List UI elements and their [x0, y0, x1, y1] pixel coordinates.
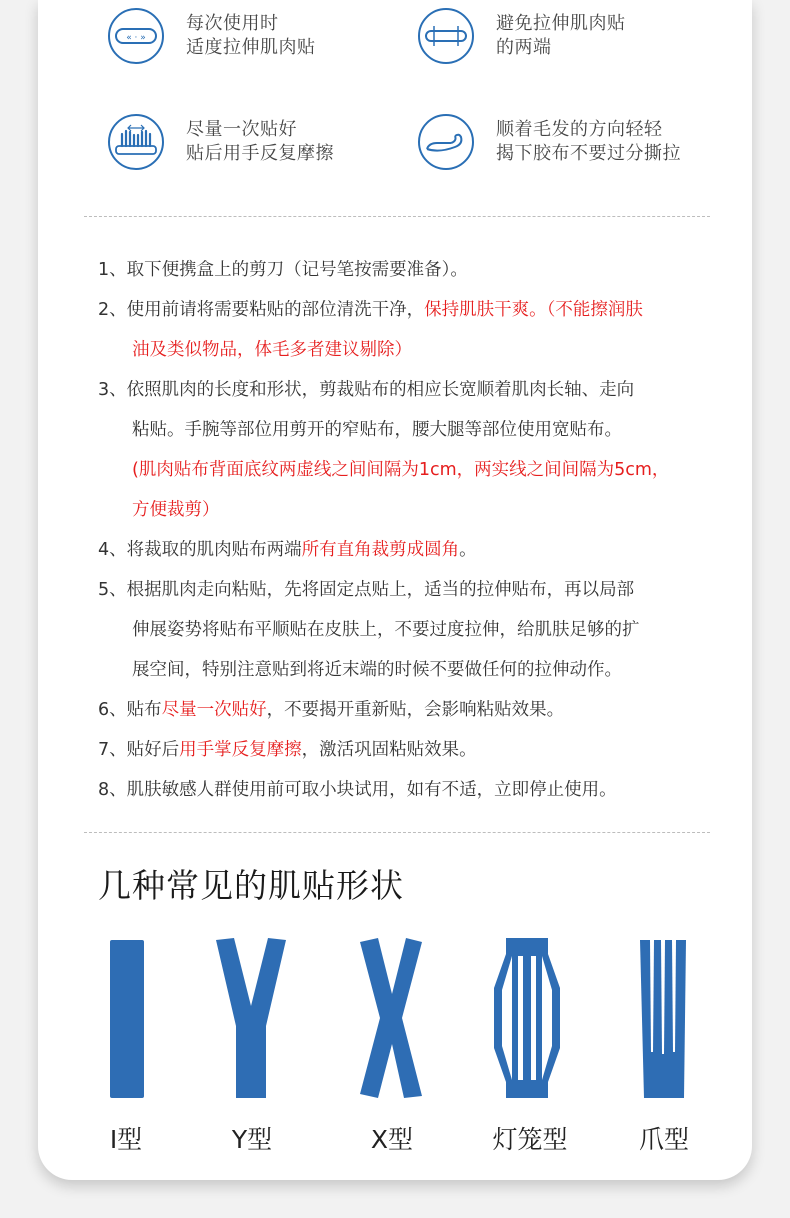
tip-line: 每次使用时	[186, 13, 279, 34]
step-2-cont: 油及类似物品，体毛多者建议剔除）	[132, 340, 412, 360]
step-2	[98, 290, 738, 330]
tip-ends	[418, 8, 626, 64]
step-text: 4、将裁取的肌肉贴布两端	[98, 540, 302, 560]
tape-ends-icon	[418, 8, 474, 64]
tip-line: 揭下胶布不要过分撕拉	[496, 143, 681, 164]
step-5: 5、根据肌肉走向粘贴，先将固定点贴上，适当的拉伸贴布，再以局部	[98, 580, 635, 600]
dashed-divider	[84, 216, 710, 217]
peel-tape-icon	[418, 114, 474, 170]
x-shape-tape	[358, 936, 426, 1100]
tip-stretch	[108, 8, 316, 64]
step-3-note: (肌肉贴布背面底纹两虚线之间间隔为1cm，两实线之间间隔为5cm，	[132, 460, 670, 480]
tip-line: 的两端	[496, 37, 552, 58]
tip-line: 避免拉伸肌肉贴	[496, 13, 626, 34]
i-shape-tape	[108, 936, 144, 1100]
step-3: 3、依照肌肉的长度和形状，剪裁贴布的相应长宽顺着肌肉长轴、走向	[98, 380, 635, 400]
shape-label-i: I型	[109, 1125, 143, 1154]
step-highlight: 用手掌反复摩擦	[179, 740, 302, 760]
step-7	[98, 730, 738, 770]
step-highlight: 所有直角裁剪成圆角	[301, 540, 460, 560]
step-8: 8、肌肤敏感人群使用前可取小块试用，如有不适，立即停止使用。	[98, 780, 617, 800]
step-text: 。	[459, 540, 477, 560]
shapes-title: 几种常见的肌贴形状	[98, 866, 404, 905]
step-4	[98, 530, 738, 570]
shape-label-lantern: 灯笼型	[492, 1125, 568, 1154]
step-5-cont: 展空间，特别注意贴到将近末端的时候不要做任何的拉伸动作。	[132, 660, 622, 680]
tip-line: 贴后用手反复摩擦	[186, 143, 334, 164]
tip-line: 适度拉伸肌肉贴	[186, 37, 316, 58]
step-text: 6、贴布	[98, 700, 162, 720]
tip-line: 尽量一次贴好	[186, 119, 297, 140]
instruction-steps	[98, 250, 738, 810]
step-1: 1、取下便携盒上的剪刀（记号笔按需要准备）。	[98, 260, 468, 280]
lantern-shape-tape	[492, 936, 564, 1100]
step-text: 2、使用前请将需要粘贴的部位清洗干净，	[98, 300, 425, 320]
y-shape-tape	[214, 936, 290, 1100]
step-6	[98, 690, 738, 730]
shape-label-y: Y型	[231, 1125, 273, 1154]
step-3-cont: 粘贴。手腕等部位用剪开的窄贴布，腰大腿等部位使用宽贴布。	[132, 420, 622, 440]
step-5-cont: 伸展姿势将贴布平顺贴在皮肤上，不要过度拉伸，给肌肤足够的扩	[132, 620, 640, 640]
tip-line: 顺着毛发的方向轻轻	[496, 119, 663, 140]
dashed-divider	[84, 832, 710, 833]
step-highlight: 保持肌肤干爽。（不能擦润肤	[424, 300, 643, 320]
shape-label-claw: 爪型	[638, 1125, 689, 1154]
claw-shape-tape	[638, 936, 690, 1100]
svg-text:« · »: « · »	[126, 33, 146, 43]
step-3-note-cont: 方便裁剪）	[132, 500, 220, 520]
step-text: ，激活巩固粘贴效果。	[301, 740, 477, 760]
step-text: 7、贴好后	[98, 740, 180, 760]
step-highlight: 尽量一次贴好	[161, 700, 267, 720]
shape-label-x: X型	[370, 1125, 414, 1154]
tip-rub	[108, 114, 334, 170]
stretch-band-icon	[108, 8, 164, 64]
step-text: ，不要揭开重新贴，会影响粘贴效果。	[266, 700, 565, 720]
hands-rub-icon	[108, 114, 164, 170]
tip-peel	[418, 114, 681, 170]
